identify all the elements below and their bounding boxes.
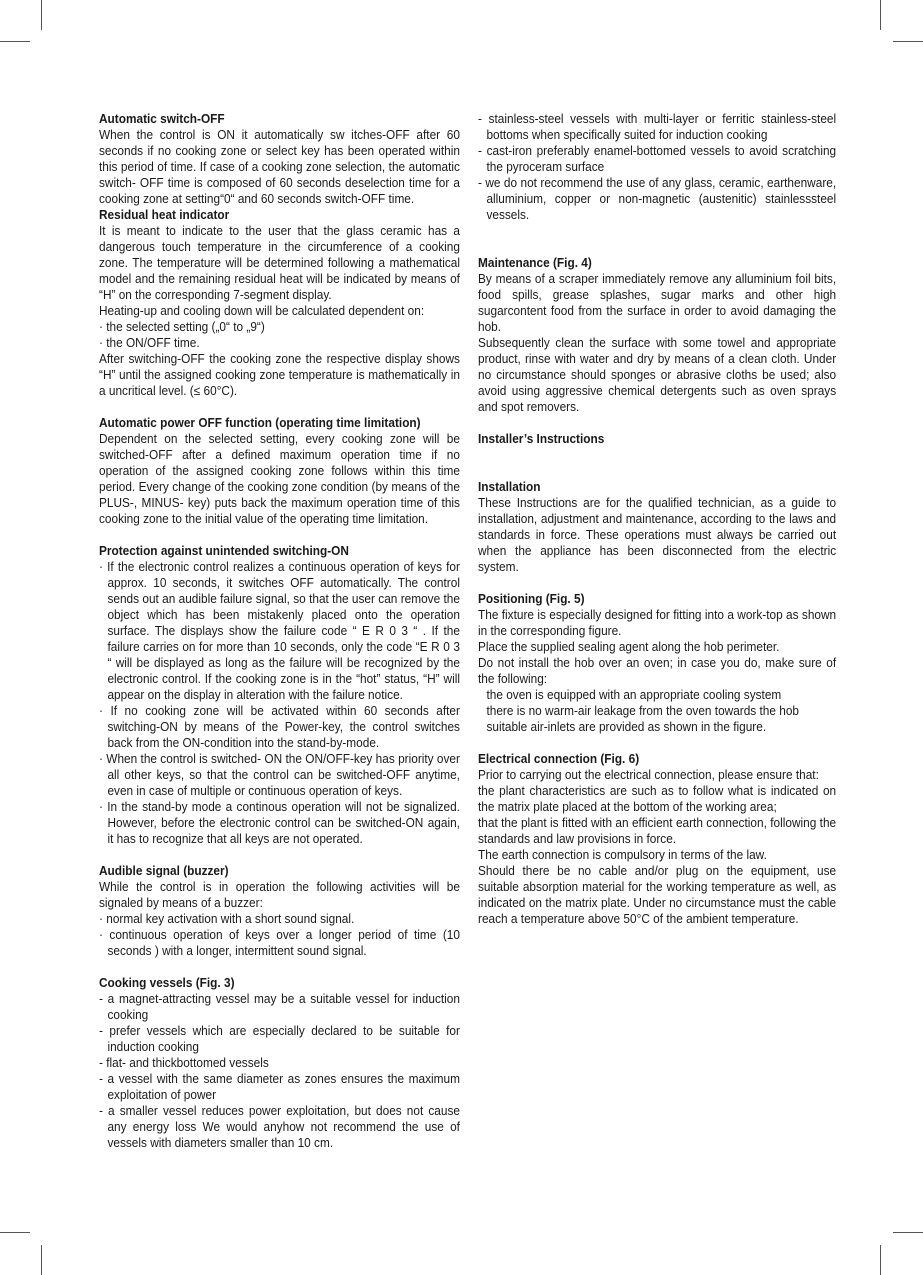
- heading-cooking-vessels: Cooking vessels (Fig. 3): [99, 976, 235, 990]
- crop-mark-top-left-h: [0, 41, 30, 42]
- crop-mark-top-right-v: [880, 0, 881, 30]
- heading-installer-instructions: Installer’s Instructions: [478, 432, 605, 446]
- protection-item: · In the stand-by mode a continous operation will not be signalized. However, before the electronic control can be switched-ON again, it has to recognize that all keys are not operated.: [99, 800, 460, 846]
- section-protection: [99, 543, 460, 847]
- electrical-line: that the plant is fitted with an efficient earth connection, following the standards and law provisions in force.: [478, 816, 837, 846]
- positioning-item: the oven is equipped with an appropriate cooling system: [486, 688, 782, 702]
- left-column: [99, 111, 460, 1167]
- spacer: [478, 463, 836, 479]
- heading-power-off: Automatic power OFF function (operating time limitation): [99, 416, 421, 430]
- crop-mark-top-left-v: [41, 0, 42, 30]
- crop-mark-bottom-left-h: [0, 1232, 30, 1233]
- heading-installation: Installation: [478, 480, 541, 494]
- positioning-item: suitable air-inlets are provided as shown in the figure.: [486, 720, 767, 734]
- protection-item: · When the control is switched- ON the ON/OFF-key has priority over all other keys, so that the control can be switched-OFF anytime, even in case of multiple or continuous operation of keys.: [99, 752, 460, 798]
- heading-protection: Protection against unintended switching-ON: [99, 544, 349, 558]
- heading-positioning: Positioning (Fig. 5): [478, 592, 585, 606]
- positioning-item: there is no warm-air leakage from the oven towards the hob: [486, 704, 800, 718]
- vessels-item: - prefer vessels which are especially declared to be suitable for induction cooking: [99, 1024, 460, 1054]
- positioning-text-2: Place the supplied sealing agent along the hob perimeter.: [478, 640, 780, 654]
- vessels-cont-item: - we do not recommend the use of any glass, ceramic, earthenware, alluminium, copper or non-magnetic (austenitic) stainlesssteel vessels.: [478, 176, 837, 222]
- heading-audible-signal: Audible signal (buzzer): [99, 864, 229, 878]
- installation-text: These Instructions are for the qualified technician, as a guide to installation, adjustment and maintenance, according to the laws and standards in force. These operations must always be carried out when the appliance has been disconnected from the electric system.: [478, 496, 837, 574]
- section-installation: [478, 479, 836, 575]
- residual-after-text: After switching-OFF the cooking zone the respective display shows “H” until the assigned cooking zone temperature is mathematically in a uncritical level. (≤ 60°C).: [99, 352, 460, 398]
- protection-item: · If the electronic control realizes a continuous operation of keys for approx. 10 seconds, it switches OFF automatically. The control sends out an audible failure signal, so that the user can remove the object which has been mistakenly placed onto the operation surface. The displays show the failure code “ E R 0 3 “ . If the failure carries on for more than 10 seconds, only the code “E R 0 3 “ will be displayed as long as the failure will be recognized by the electronic control. If the cooking zone is in the “hot” status, “H” will appear on the display in alteration with the failure notice.: [99, 560, 460, 702]
- section-audible-signal: [99, 863, 460, 959]
- crop-mark-bottom-left-v: [41, 1245, 42, 1275]
- maintenance-text-1: By means of a scraper immediately remove any alluminium foil bits, food spills, grease splashes, sugar marks and other high sugarcontent food from the surface in order to avoid damaging the hob.: [478, 272, 837, 334]
- section-power-off: [99, 415, 460, 527]
- vessels-item: - a vessel with the same diameter as zones ensures the maximum exploitation of power: [99, 1072, 460, 1102]
- heading-maintenance: Maintenance (Fig. 4): [478, 256, 592, 270]
- section-positioning: [478, 591, 836, 735]
- residual-heat-text: It is meant to indicate to the user that the glass ceramic has a dangerous touch temperature in the circumference of a cooking zone. The temperature will be determined following a mathematical model and the remaining residual heat will be indicated by means of “H” on the corresponding 7-segment display.: [99, 224, 460, 302]
- section-residual-heat: [99, 207, 460, 399]
- electrical-line: Should there be no cable and/or plug on the equipment, use suitable absorption material for the working temperature as well, as indicated on the matrix plate. Under no circumstance must the cable reach a temperature above 50°C of the ambient temperature.: [478, 864, 837, 926]
- section-electrical: [478, 751, 836, 927]
- crop-mark-bottom-right-v: [880, 1245, 881, 1275]
- vessels-cont-item: - cast-iron preferably enamel-bottomed vessels to avoid scratching the pyroceram surface: [478, 144, 837, 174]
- heading-electrical-connection: Electrical connection (Fig. 6): [478, 752, 640, 766]
- automatic-switch-off-text: When the control is ON it automatically sw itches-OFF after 60 seconds if no cooking zone or select key has been operated within this period of time. If case of a cooking zone selection, the automatic switch- OFF time is composed of 60 seconds deselection time for a cooking zone at setting“0“ and 60 seconds switch-OFF time.: [99, 128, 460, 206]
- right-column: [478, 111, 836, 943]
- section-automatic-switch-off: [99, 111, 460, 207]
- section-cooking-vessels: [99, 975, 460, 1151]
- maintenance-text-2: Subsequently clean the surface with some towel and appropriate product, rinse with water and dry by means of a clean cloth. Under no circumstance should sponges or abrasive cloths be used; also avoid using aggressive chemical detergents such as oven sprays and spot removers.: [478, 336, 837, 414]
- vessels-cont-item: - stainless-steel vessels with multi-layer or ferritic stainless-steel bottoms when specifically suited for induction cooking: [478, 112, 837, 142]
- vessels-item: - flat- and thickbottomed vessels: [99, 1056, 269, 1070]
- crop-mark-top-right-h: [893, 41, 923, 42]
- spacer: [478, 239, 836, 255]
- protection-item: · If no cooking zone will be activated within 60 seconds after switching-ON by means of the Power-key, the control switches back from the ON-condition into the stand-by-mode.: [99, 704, 460, 750]
- audible-signal-text: While the control is in operation the following activities will be signaled by means of a buzzer:: [99, 880, 460, 910]
- electrical-line: The earth connection is compulsory in terms of the law.: [478, 848, 767, 862]
- residual-item: · the ON/OFF time.: [99, 336, 200, 350]
- residual-item: · the selected setting („0“ to „9“): [99, 320, 265, 334]
- residual-calc-intro: Heating-up and cooling down will be calculated dependent on:: [99, 304, 425, 318]
- power-off-text: Dependent on the selected setting, every cooking zone will be switched-OFF after a defined maximum operation time if no operation of the assigned cooking zone follows within this time period. Every change of the cooking zone condition (by means of the PLUS-, MINUS- key) puts back the maximum operation time of this cooking zone to the initial value of the operating time limitation.: [99, 432, 460, 526]
- positioning-text-1: The fixture is especially designed for fitting into a work-top as shown in the corresponding figure.: [478, 608, 837, 638]
- vessels-item: - a smaller vessel reduces power exploitation, but does not cause any energy loss We would anyhow not recommend the use of vessels with diameters smaller than 10 cm.: [99, 1104, 460, 1150]
- audible-item: · continuous operation of keys over a longer period of time (10 seconds ) with a longer, intermittent sound signal.: [99, 928, 460, 958]
- heading-residual-heat: Residual heat indicator: [99, 208, 230, 222]
- heading-automatic-switch-off: Automatic switch-OFF: [99, 112, 225, 126]
- electrical-line: Prior to carrying out the electrical connection, please ensure that:: [478, 768, 819, 782]
- audible-item: · normal key activation with a short sound signal.: [99, 912, 355, 926]
- positioning-text-3: Do not install the hob over an oven; in case you do, make sure of the following:: [478, 656, 837, 686]
- crop-mark-bottom-right-h: [893, 1232, 923, 1233]
- electrical-line: the plant characteristics are such as to follow what is indicated on the matrix plate placed at the bottom of the working area;: [478, 784, 837, 814]
- section-maintenance: [478, 255, 836, 415]
- section-installer: [478, 431, 836, 447]
- vessels-item: - a magnet-attracting vessel may be a suitable vessel for induction cooking: [99, 992, 460, 1022]
- section-vessels-continued: [478, 111, 836, 223]
